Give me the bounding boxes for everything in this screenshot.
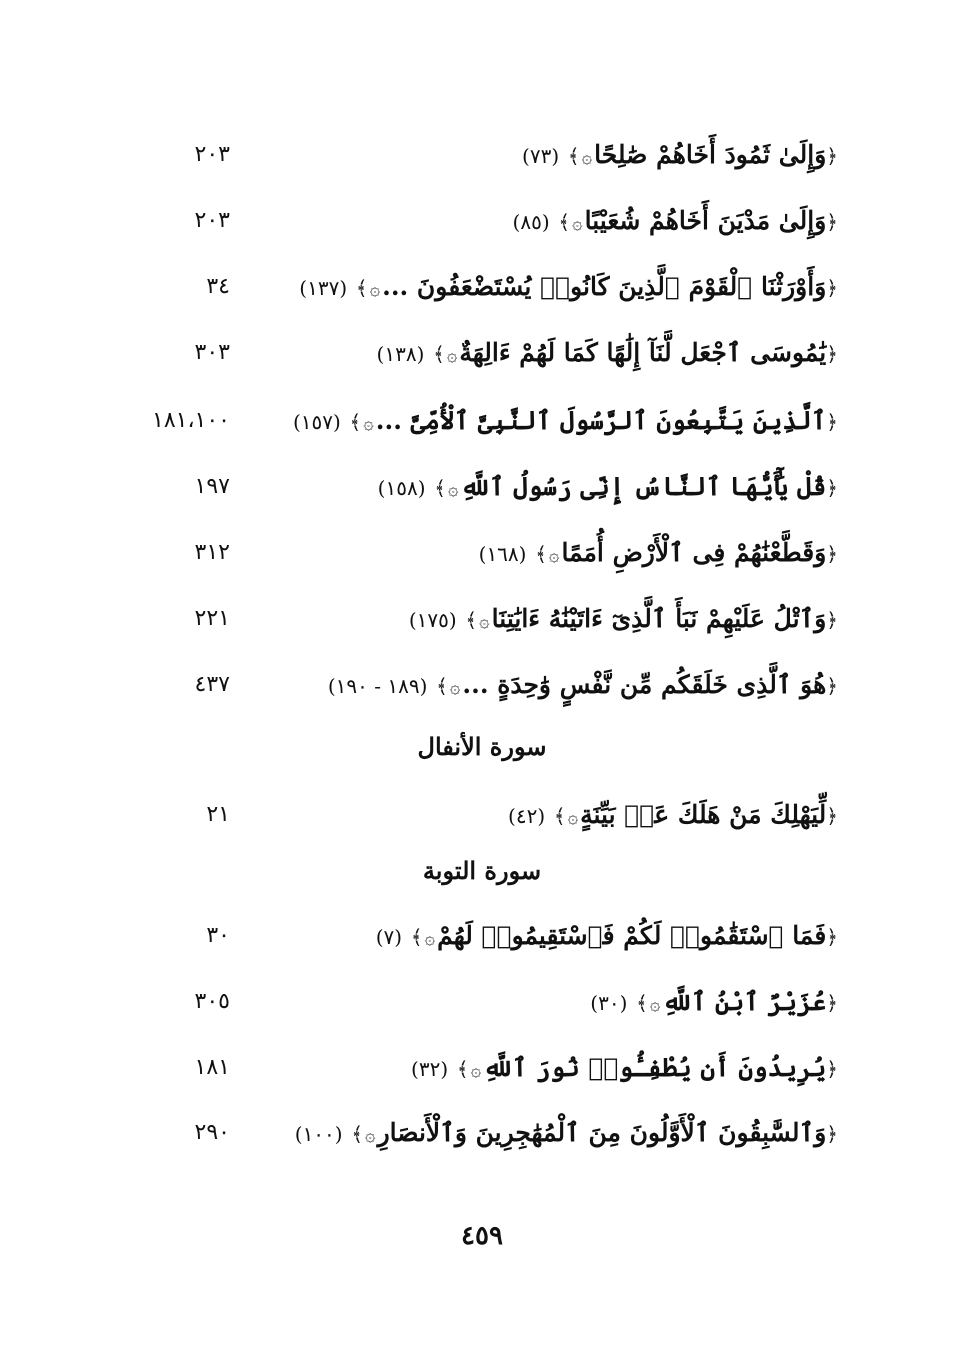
index-entry — [0, 135, 964, 175]
verse-text: ﴿وَٱتْلُ عَلَيْهِمْ نَبَأَ ٱلَّذِىٓ ءَاتَيْنَٰهُ ءَايَٰتِنَا۞﴾ (١٧٥) — [408, 604, 838, 633]
page-number: ٤٥٩ — [461, 1221, 503, 1251]
index-entry — [0, 916, 964, 956]
verse-text: ﴿هُوَ ٱلَّذِى خَلَقَكُم مِّن نَّفْسٍ وَٰحِدَةٍ ...۞﴾ (١٨٩ - ١٩٠) — [327, 670, 838, 699]
index-entry — [0, 267, 964, 307]
page-ref: ٣٠ — [206, 923, 230, 948]
verse-text: ﴿وَأَوْرَثْنَا ٱلْقَوْمَ ٱلَّذِينَ كَانُوا۟ يُسْتَضْعَفُونَ ...۞﴾ (١٣٧) — [299, 272, 838, 301]
page-ref: ٤٣٧ — [194, 672, 230, 697]
index-entry — [0, 201, 964, 241]
index-entry — [0, 599, 964, 639]
index-entry — [0, 1048, 964, 1088]
page-ref: ١٩٧ — [194, 474, 230, 499]
verse-text: ﴿وَإِلَىٰ ثَمُودَ أَخَاهُمْ صَٰلِحًا۞﴾ (٧٣) — [522, 140, 838, 169]
page-ref: ٣٠٥ — [194, 989, 230, 1014]
surah-heading-anfal: سورة الأنفال — [417, 732, 547, 761]
page-ref: ٢١ — [206, 802, 230, 827]
verse-text: ﴿وَقَطَّعْنَٰهُمْ فِى ٱلْأَرْضِ أُمَمًا۞﴾ (١٦٨) — [478, 538, 838, 567]
surah-heading-tawba: سورة التوبة — [422, 856, 542, 885]
page-ref: ٢٠٣ — [194, 142, 230, 167]
page-ref: ١٨١،١٠٠ — [152, 408, 230, 433]
page-ref: ٢٢١ — [194, 606, 230, 631]
index-entry — [0, 665, 964, 705]
verse-text: ﴿وَٱلسَّٰبِقُونَ ٱلْأَوَّلُونَ مِنَ ٱلْمُهَٰجِرِينَ وَٱلْأَنصَارِ۞﴾ (١٠٠) — [294, 1118, 838, 1147]
verse-text: ﴿قُلْ يَٰٓأَيُّهَا ٱلنَّاسُ إِنِّى رَسُولُ ٱللَّهِ۞﴾ (١٥٨) — [377, 472, 838, 501]
index-entry — [0, 401, 964, 441]
page-ref: ٢٠٣ — [194, 208, 230, 233]
verse-text: ﴿فَمَا ٱسْتَقَٰمُوا۟ لَكُمْ فَٱسْتَقِيمُوا۟ لَهُمْ۞﴾ (٧) — [375, 921, 838, 950]
index-entry — [0, 1113, 964, 1153]
index-entry — [0, 533, 964, 573]
page-ref: ٣١٢ — [194, 540, 230, 565]
index-entry — [0, 795, 964, 835]
page-ref: ٢٩٠ — [194, 1120, 230, 1145]
verse-text: ﴿ٱلَّذِينَ يَتَّبِعُونَ ٱلرَّسُولَ ٱلنَّبِىَّ ٱلْأُمِّىَّ ...۞﴾ (١٥٧) — [292, 406, 838, 435]
verse-text: ﴿عُزَيْرٌ ٱبْنُ ٱللَّهِ۞﴾ (٣٠) — [590, 987, 838, 1016]
index-entry — [0, 333, 964, 373]
verse-text: ﴿يُرِيدُونَ أَن يُطْفِـُٔوا۟ نُورَ ٱللَّهِ۞﴾ (٣٢) — [411, 1053, 838, 1082]
verse-text: ﴿يَٰمُوسَى ٱجْعَل لَّنَآ إِلَٰهًا كَمَا لَهُمْ ءَالِهَةٌ۞﴾ (١٣٨) — [376, 338, 838, 367]
page-ref: ١٨١ — [194, 1055, 230, 1080]
page-ref: ٣٤ — [206, 274, 230, 299]
page-ref: ٣٠٣ — [194, 340, 230, 365]
verse-text: ﴿وَإِلَىٰ مَدْيَنَ أَخَاهُمْ شُعَيْبًا۞﴾ (٨٥) — [512, 206, 838, 235]
verse-text: ﴿لِّيَهْلِكَ مَنْ هَلَكَ عَنۢ بَيِّنَةٍ۞﴾ (٤٢) — [508, 800, 838, 829]
index-entry — [0, 467, 964, 507]
index-entry — [0, 982, 964, 1022]
